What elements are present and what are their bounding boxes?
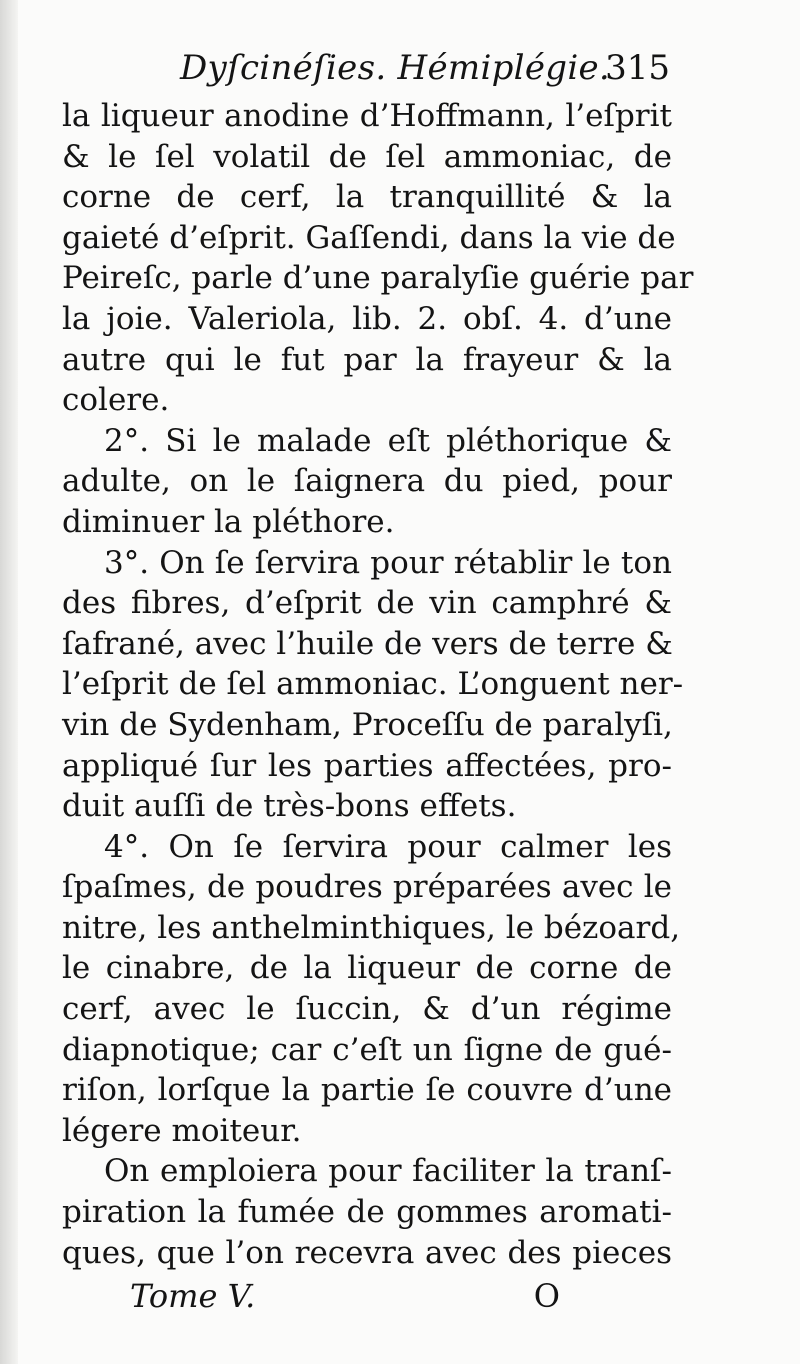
text-line: riſon, lorſque la partie ſe couvre d’une [62,1072,672,1109]
text-line: diminuer la pléthore. [62,503,395,540]
text-line: ſafrané, avec l’huile de vers de terre & [62,625,673,662]
text-line: ſpaſmes, de poudres préparées avec le [62,869,672,906]
volume-label: Tome V. [130,1277,256,1315]
text-line: gaieté d’eſprit. Gaſſendi, dans la vie de [62,219,676,256]
text-line: 3°. On ſe ſervira pour rétablir le ton [104,544,672,581]
text-line: corne de cerf, la tranquillité & la [62,179,672,216]
text-line: adulte, on le ſaignera du pied, pour [62,463,672,500]
page-number: 315 [605,48,670,88]
text-line: Peireſc, parle d’une paralyſie guérie par [62,260,694,297]
text-line: ques, que l’on recevra avec des pieces [62,1234,672,1271]
text-line: la liqueur anodine d’Hoffmann, l’eſprit [62,98,672,134]
text-line: nitre, les anthelminthiques, le bézoard, [62,909,681,946]
page-footer [130,1277,560,1321]
running-header [180,48,670,98]
text-line: 4°. On ſe ſervira pour calmer les [104,828,672,865]
text-line: On emploiera pour faciliter la tranſ- [104,1153,672,1190]
text-line: piration la fumée de gommes aromati- [62,1194,672,1231]
text-line: vin de Sydenham, Proceſſu de paralyſi, [62,706,673,743]
text-line: autre qui le fut par la frayeur & la [62,341,672,378]
text-line: le cinabre, de la liqueur de corne de [62,950,672,987]
text-line: des fibres, d’eſprit de vin camphré & [62,585,672,622]
text-line: diapnotique; car c’eſt un ſigne de gué- [62,1031,672,1068]
text-line: légere moiteur. [62,1112,302,1149]
body-text [62,96,694,1273]
running-title: Dyſcinéſies. Hémiplégie. [180,48,611,88]
text-line: cerf, avec le ſuccin, & d’un régime [62,991,672,1028]
signature-mark: O [533,1277,560,1315]
text-line: appliqué ſur les parties affectées, pro- [62,747,672,784]
text-line: la joie. Valeriola, lib. 2. obſ. 4. d’une [62,300,672,337]
text-line: l’eſprit de ſel ammoniac. L’onguent ner- [62,666,684,703]
text-line: 2°. Si le malade eſt pléthorique & [104,422,672,459]
text-line: colere. [62,382,170,419]
page-edge-shadow [0,0,18,1364]
text-line: & le ſel volatil de ſel ammoniac, de [62,138,672,175]
text-line: duit auſſi de très-bons effets. [62,788,517,825]
